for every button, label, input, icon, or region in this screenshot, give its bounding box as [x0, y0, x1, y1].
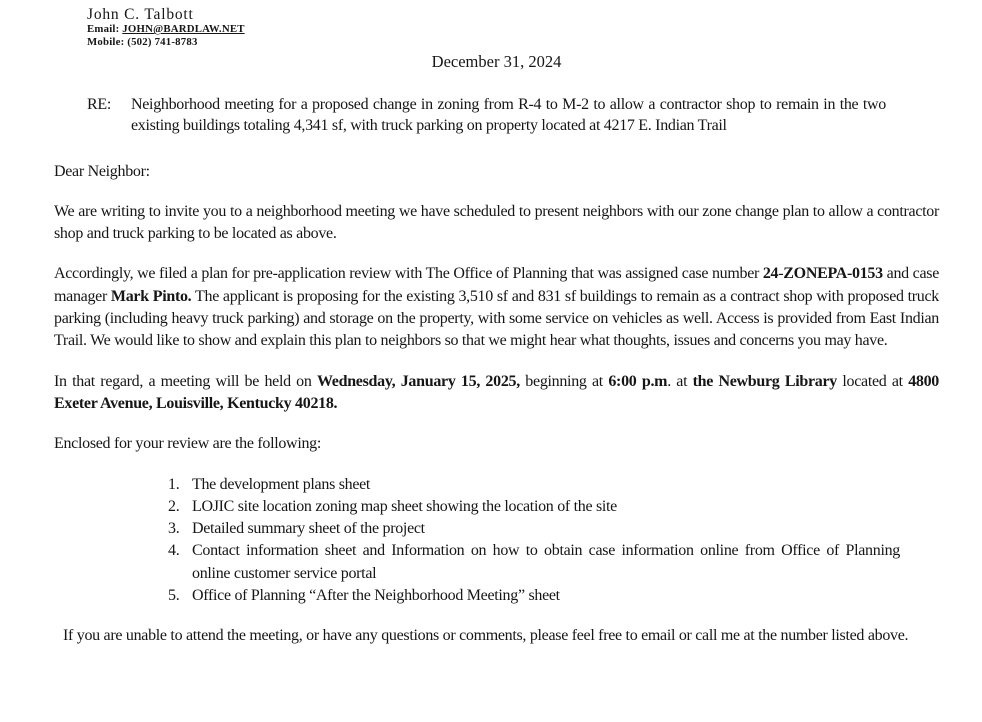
enclosure-item [168, 474, 900, 496]
enclosure-text: LOJIC site location zoning map sheet showing the location of the site [192, 497, 617, 515]
text-run: located at [836, 372, 909, 390]
sender-email-line [87, 23, 939, 36]
bold-text-run: Wednesday, January 15, 2025, [316, 372, 520, 390]
text-run: Accordingly, we filed a plan for pre-application review with The Office of Planning that was assigned case number [54, 265, 763, 283]
enclosure-item [168, 518, 900, 540]
text-run: We are writing to invite you to a neighborhood meeting we have scheduled to present neighbors with our zone change plan to allow a contractor shop and truck parking to be located as above. [54, 202, 939, 243]
enclosure-number: 2. [168, 497, 180, 515]
re-text: Neighborhood meeting for a proposed change in zoning from R-4 to M-2 to allow a contractor shop to remain in the two existing buildings totaling 4,341 sf, with truck parking on property located at 4217 E. Indian Trail [131, 96, 886, 134]
paragraph-meeting-details [54, 371, 939, 416]
text-run: The applicant is proposing for the existing 3,510 sf and 831 sf buildings to remain as a contract shop with proposed truck parking (including heavy truck parking) and storage on the property, with some service on vehicles as well. Access is provided from East Indian Trail. We would like to show and explain this plan to neighbors so that we might hear what thoughts, issues and concerns you may have. [54, 287, 939, 350]
email-link[interactable]: JOHN@BARDLAW.NET [122, 23, 245, 35]
enclosure-number: 3. [168, 520, 180, 538]
enclosure-item [168, 585, 900, 607]
text-run: . at [667, 372, 693, 390]
sender-mobile-line [87, 36, 939, 49]
enclosure-text: Office of Planning “After the Neighborhood Meeting” sheet [192, 587, 560, 605]
paragraph-intro [54, 201, 939, 246]
mobile-number: (502) 741-8783 [127, 36, 198, 48]
mobile-label: Mobile: [87, 36, 128, 48]
salutation: Dear Neighbor: [54, 162, 150, 180]
paragraph-case-details [54, 263, 939, 352]
enclosure-number: 5. [168, 587, 180, 605]
bold-text-run: ZONEPA-0153 [783, 265, 883, 283]
text-run: and case manager [54, 265, 939, 305]
enclosure-text: The development plans sheet [192, 475, 371, 493]
enclosure-text: Detailed summary sheet of the project [192, 520, 425, 538]
enclosure-number: 1. [168, 475, 180, 493]
re-label: RE: [87, 96, 111, 113]
sender-name: John C. Talbott [87, 6, 194, 23]
bold-text-run: Mark Pinto. [110, 287, 192, 305]
enclosure-number: 4. [168, 542, 180, 560]
bold-text-run: the Newburg Library [692, 372, 837, 390]
enclosure-item [168, 540, 900, 585]
date-line: December 31, 2024 [431, 52, 562, 71]
letterhead [87, 6, 939, 49]
email-label: Email: [87, 23, 123, 35]
closing-paragraph: If you are unable to attend the meeting, or have any questions or comments, please feel free to email or call me at the number listed above. [63, 627, 909, 645]
bold-text-run: 24 [762, 265, 779, 283]
text-run: In that regard, a meeting will be held on [54, 372, 317, 390]
text-run: - [778, 265, 784, 283]
bold-text-run: 6:00 p.m [608, 372, 668, 390]
enclosures-intro: Enclosed for your review are the following: [54, 435, 322, 453]
enclosure-list [168, 474, 900, 608]
bold-text-run: 4800 Exeter Avenue, Louisville, Kentucky 40218. [54, 372, 940, 412]
enclosure-item [168, 496, 900, 518]
text-run: beginning at [519, 372, 609, 390]
re-block [54, 95, 939, 137]
enclosure-text: Contact information sheet and Information on how to obtain case information online from Office of Planning online customer service portal [192, 542, 900, 582]
